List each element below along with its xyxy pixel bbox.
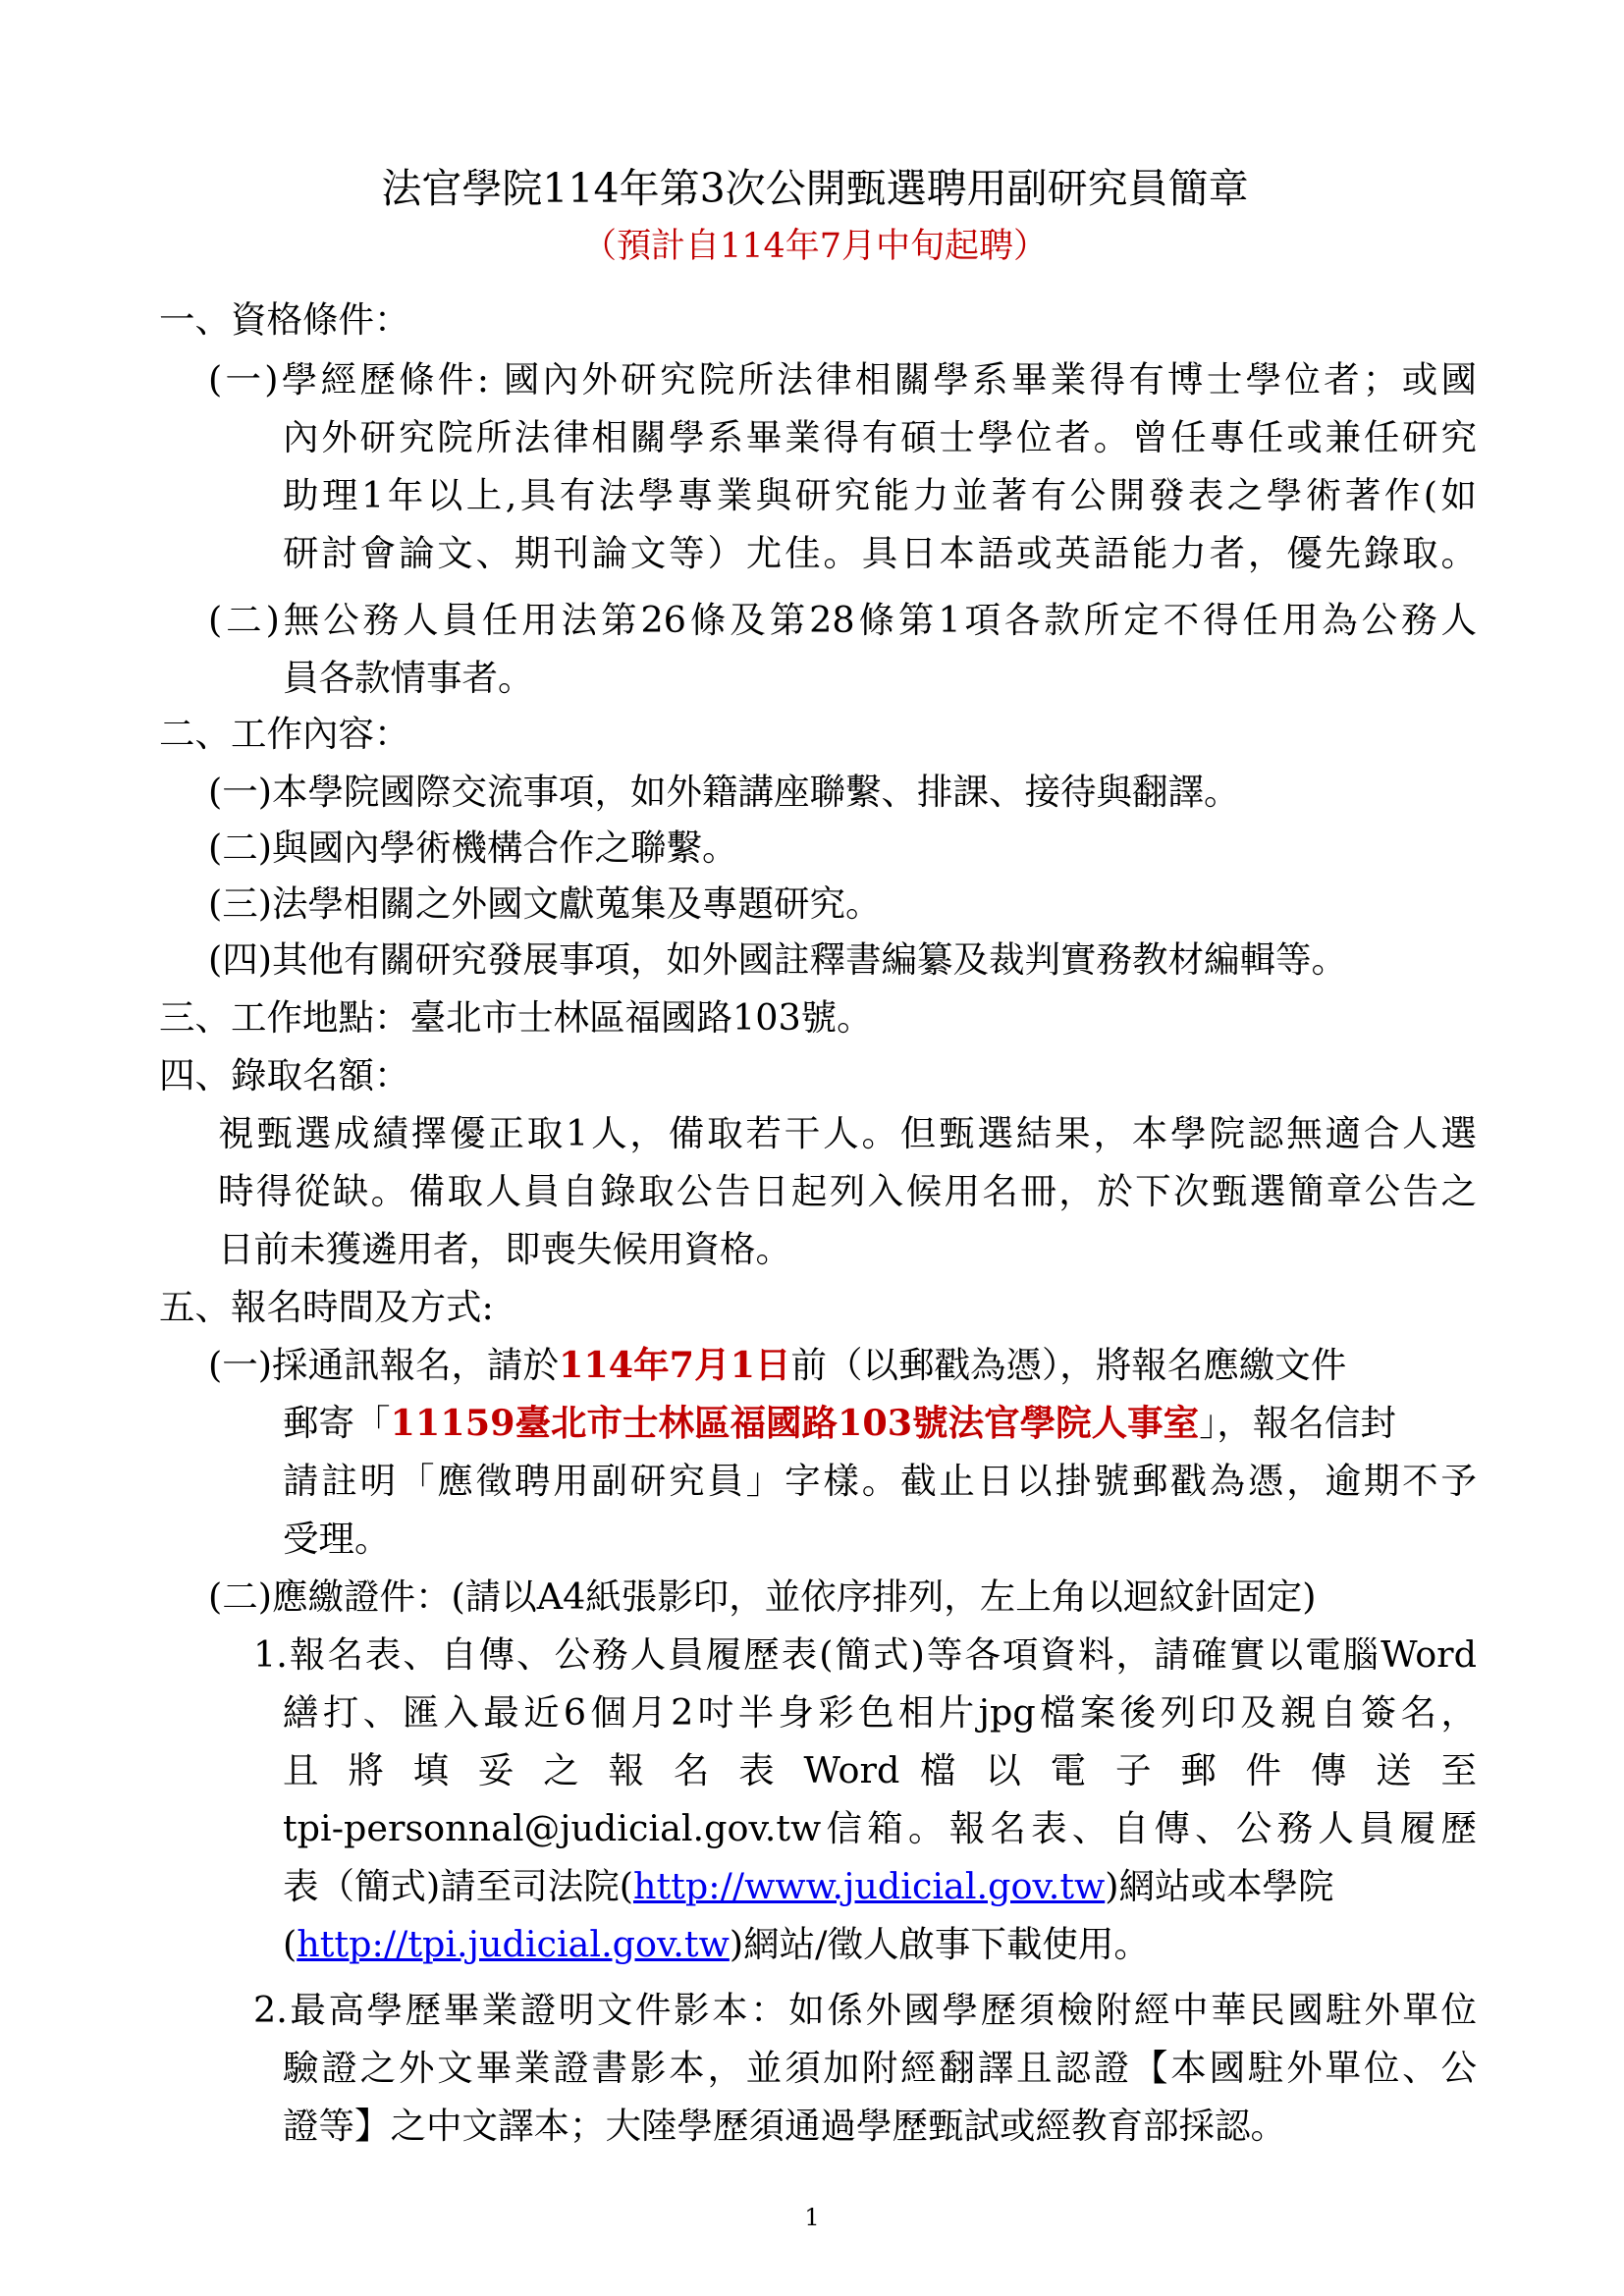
deadline-prefix: (一)採通訊報名，請於 (208, 1344, 559, 1386)
section-1-item-2-line-2: 員各款情事者。 (283, 657, 534, 699)
section-1-heading: 一、資格條件： (159, 298, 410, 341)
section-2-item-4: (四)其他有關研究發展事項，如外國註釋書編纂及裁判實務教材編輯等。 (208, 938, 1347, 981)
section-2-heading: 二、工作內容： (159, 713, 410, 755)
mailing-address: 11159臺北市士林區福國路103號法官學院人事室 (390, 1402, 1200, 1444)
section-1-item-1-line-4: 研討會論文、期刊論文等）尤佳。具日本語或英語能力者，優先錄取。 (283, 532, 1477, 574)
tpi-website-link[interactable]: http://tpi.judicial.gov.tw (297, 1923, 730, 1965)
section-5-item-1-line-2 (283, 1400, 1396, 1447)
section-1-item-1-line-1: (一)學經歷條件: 國內外研究院所法律相關學系畢業得有博士學位者；或國 (208, 358, 1477, 400)
sub-item-2-line-2: 驗證之外文畢業證書影本，並須加附經翻譯且認證【本國駐外單位、公 (283, 2047, 1477, 2089)
sub-item-1-line-5 (283, 1863, 1334, 1910)
section-3-heading: 三、工作地點：臺北市士林區福國路103號。 (159, 996, 873, 1039)
sub-item-2-line-3: 證等】之中文譯本；大陸學歷須通過學歷甄試或經教育部採認。 (283, 2105, 1286, 2147)
mailing-suffix: 」，報名信封 (1199, 1402, 1396, 1444)
document-subtitle: （預計自114年7月中旬起聘） (581, 227, 1049, 266)
section-4-line-3: 日前未獲遴用者，即喪失候用資格。 (218, 1228, 791, 1270)
section-5-item-2-heading: (二)應繳證件：(請以A4紙張影印，並依序排列，左上角以迴紋針固定) (208, 1575, 1317, 1618)
sub-item-1-line-1: 1.報名表、自傳、公務人員履歷表(簡式)等各項資料，請確實以電腦Word (253, 1633, 1477, 1676)
section-1-item-2-line-1: (二)無公務人員任用法第26條及第28條第1項各款所定不得任用為公務人 (208, 599, 1477, 641)
sub-item-1-line-3: 且 將 填 妥 之 報 名 表 Word 檔 以 電 子 郵 件 傳 送 至 (283, 1749, 1477, 1791)
section-5-item-1-line-1 (208, 1342, 1346, 1389)
page-number: 1 (804, 2204, 820, 2231)
download-middle: )網站或本學院 (1105, 1865, 1334, 1907)
document-title: 法官學院114年第3次公開甄選聘用副研究員簡章 (381, 165, 1249, 212)
section-4-line-1: 視甄選成績擇優正取1人，備取若干人。但甄選結果，本學院認無適合人選 (218, 1112, 1477, 1154)
section-5-item-1-line-3: 請註明「應徵聘用副研究員」字樣。截止日以掛號郵戳為憑，逾期不予 (283, 1460, 1477, 1502)
section-2-item-3: (三)法學相關之外國文獻蒐集及專題研究。 (208, 882, 882, 925)
section-1-item-1-line-3: 助理1年以上,具有法學專業與研究能力並著有公開發表之學術著作(如 (283, 474, 1477, 516)
sub-item-1-line-6 (283, 1921, 1150, 1968)
section-2-item-1: (一)本學院國際交流事項，如外籍講座聯繫、排課、接待與翻譯。 (208, 771, 1240, 813)
section-4-line-2: 時得從缺。備取人員自錄取公告日起列入候用名冊，於下次甄選簡章公告之 (218, 1170, 1477, 1212)
section-4-heading: 四、錄取名額： (159, 1054, 410, 1096)
paren-open: ( (283, 1923, 298, 1965)
sub-item-1-line-2: 繕打、匯入最近6個月2吋半身彩色相片jpg檔案後列印及親自簽名， (283, 1691, 1477, 1734)
section-5-item-1-line-4: 受理。 (283, 1518, 391, 1560)
sub-item-1-line-4: tpi-personnal@judicial.gov.tw信箱。報名表、自傳、公務人員履歷 (283, 1807, 1477, 1849)
judicial-website-link[interactable]: http://www.judicial.gov.tw (632, 1865, 1106, 1907)
section-5-heading: 五、報名時間及方式: (159, 1286, 494, 1328)
deadline-date: 114年7月1日 (558, 1344, 791, 1386)
mailing-prefix: 郵寄「 (283, 1402, 391, 1444)
download-prefix: 表（簡式)請至司法院( (283, 1865, 633, 1907)
download-suffix: )網站/徵人啟事下載使用。 (729, 1923, 1150, 1965)
sub-item-2-line-1: 2.最高學歷畢業證明文件影本：如係外國學歷須檢附經中華民國駐外單位 (253, 1989, 1477, 2031)
section-2-item-2: (二)與國內學術機構合作之聯繫。 (208, 827, 738, 869)
section-1-item-1-line-2: 內外研究院所法律相關學系畢業得有碩士學位者。曾任專任或兼任研究 (283, 416, 1477, 458)
deadline-suffix: 前（以郵戳為憑），將報名應繳文件 (790, 1344, 1347, 1386)
